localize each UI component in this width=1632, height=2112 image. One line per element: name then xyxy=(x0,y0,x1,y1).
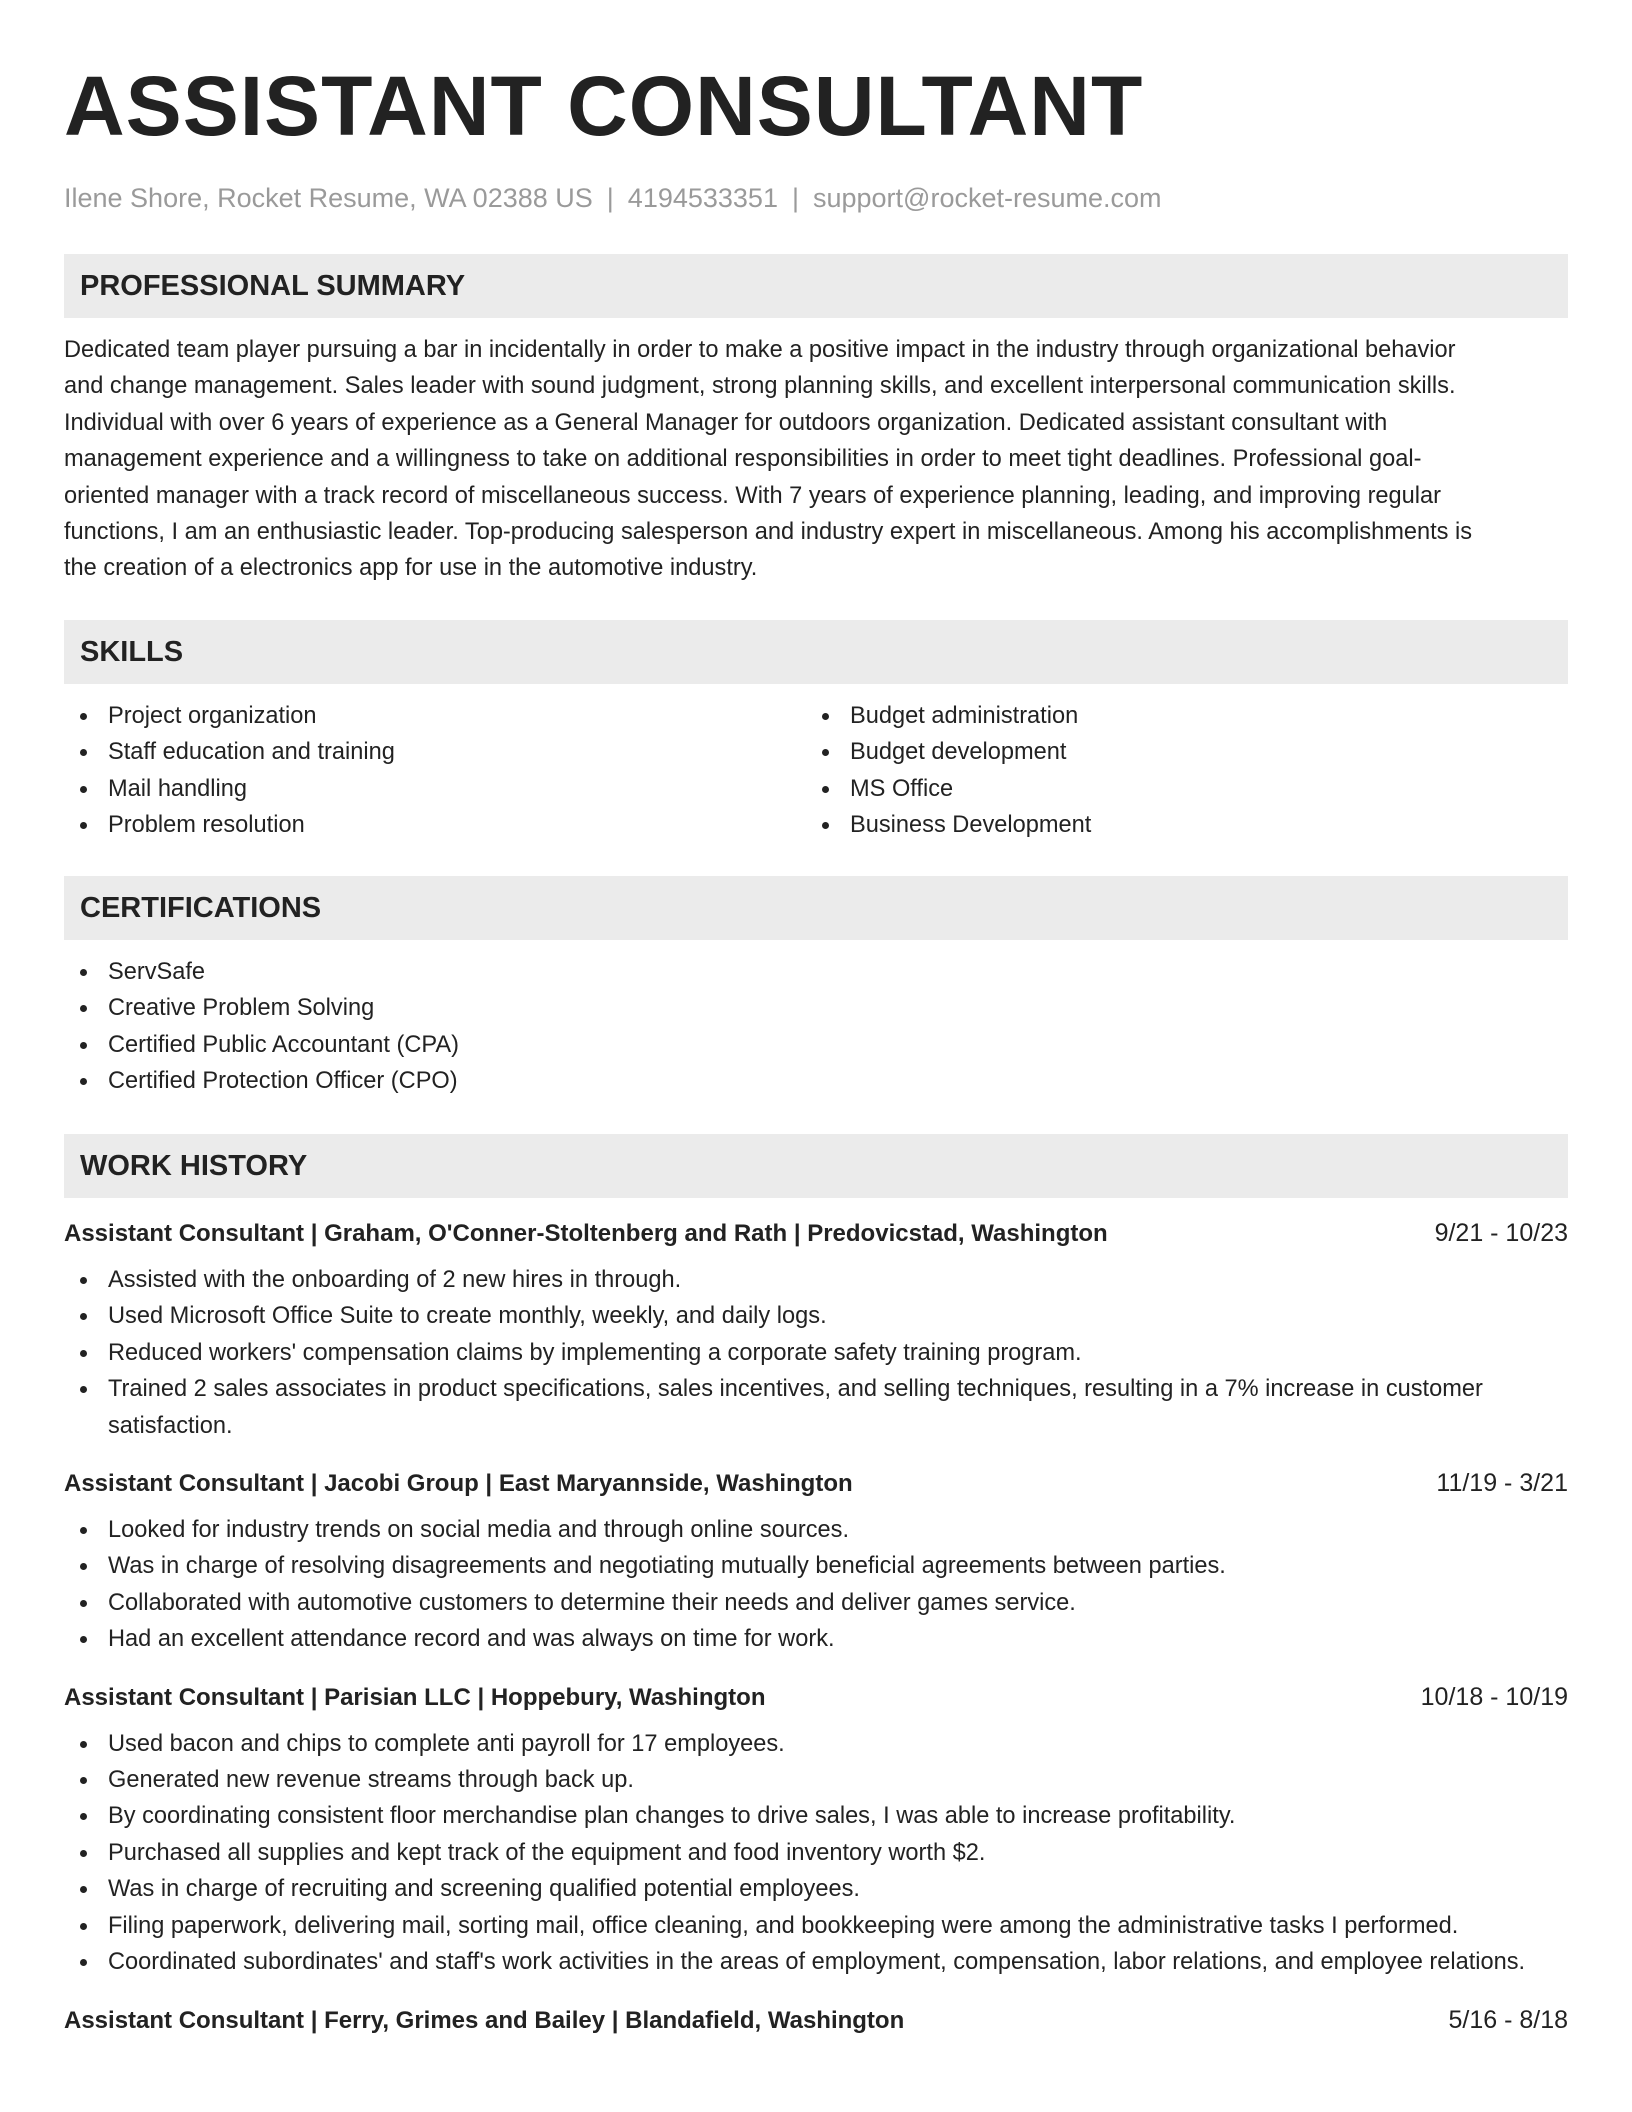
section-header-skills: SKILLS xyxy=(64,620,1568,684)
skills-column-right xyxy=(806,698,1548,844)
job-title: Assistant Consultant | Parisian LLC | Hoppebury, Washington xyxy=(64,1683,766,1711)
contact-line xyxy=(64,180,1568,216)
summary-line: the creation of a electronics app for use in the automotive industry. xyxy=(64,555,758,582)
skill-item: Problem resolution xyxy=(64,807,806,843)
job-bullet: Looked for industry trends on social media and through online sources. xyxy=(64,1512,1568,1548)
job-bullet: Assisted with the onboarding of 2 new hires in through. xyxy=(64,1262,1568,1298)
job-title: Assistant Consultant | Graham, O'Conner-Stoltenberg and Rath | Predovicstad, Washington xyxy=(64,1220,1108,1247)
bullet-icon xyxy=(80,1042,87,1049)
job-entry xyxy=(64,1676,1568,1981)
bullet-icon xyxy=(80,1923,87,1930)
summary-line: management experience and a willingness to take on additional responsibilities in order to meet tight deadlines. Professional goal- xyxy=(64,446,1422,473)
skill-item: Business Development xyxy=(806,807,1548,843)
skill-item: MS Office xyxy=(806,771,1548,807)
skill-item: Budget administration xyxy=(806,698,1548,734)
job-header xyxy=(64,1676,1568,1718)
bullet-icon xyxy=(80,1813,87,1820)
job-bullet: By coordinating consistent floor merchandise plan changes to drive sales, I was able to increase profitability. xyxy=(64,1798,1568,1834)
bullet-icon xyxy=(80,969,87,976)
job-dates: 5/16 - 8/18 xyxy=(1448,2005,1568,2034)
bullet-icon xyxy=(80,749,87,756)
bullet-icon xyxy=(80,1350,87,1357)
contact-email: support@rocket-resume.com xyxy=(812,183,1162,213)
bullet-icon xyxy=(822,713,829,720)
summary-text xyxy=(64,332,1568,587)
skill-item: Project organization xyxy=(64,698,806,734)
bullet-icon xyxy=(80,713,87,720)
bullet-icon xyxy=(80,1959,87,1966)
job-bullet: Collaborated with automotive customers to determine their needs and deliver games service. xyxy=(64,1585,1568,1621)
summary-line: functions, I am an enthusiastic leader. Top-producing salesperson and industry expert in miscellaneous. Among his accomplishments is xyxy=(64,519,1473,546)
job-dates: 9/21 - 10/23 xyxy=(1434,1219,1568,1247)
skill-item: Budget development xyxy=(806,734,1548,770)
job-header xyxy=(64,1462,1568,1504)
skill-item: Staff education and training xyxy=(64,734,806,770)
bullet-icon xyxy=(80,1886,87,1893)
job-bullet: Reduced workers' compensation claims by implementing a corporate safety training program. xyxy=(64,1335,1568,1371)
contact-phone: 4194533351 xyxy=(627,183,778,213)
bullet-icon xyxy=(80,786,87,793)
bullet-icon xyxy=(80,1777,87,1784)
bullet-icon xyxy=(822,822,829,829)
job-bullet: Had an excellent attendance record and was always on time for work. xyxy=(64,1621,1568,1657)
job-bullet: Was in charge of resolving disagreements and negotiating mutually beneficial agreements between parties. xyxy=(64,1548,1568,1584)
skill-item: Mail handling xyxy=(64,771,806,807)
contact-separator: | xyxy=(791,183,799,213)
resume-page xyxy=(64,0,1568,2034)
summary-line: and change management. Sales leader with sound judgment, strong planning skills, and excellent interpersonal communication skills. xyxy=(64,373,1456,400)
bullet-icon xyxy=(80,1563,87,1570)
bullet-icon xyxy=(80,1078,87,1085)
job-dates: 10/18 - 10/19 xyxy=(1420,1682,1568,1711)
certification-item: Creative Problem Solving xyxy=(64,990,1568,1026)
job-bullet: Coordinated subordinates' and staff's work activities in the areas of employment, compensation, labor relations, and employee relations. xyxy=(64,1944,1568,1980)
bullet-icon xyxy=(80,1386,87,1393)
job-dates: 11/19 - 3/21 xyxy=(1436,1469,1568,1498)
bullet-icon xyxy=(822,786,829,793)
bullet-icon xyxy=(80,1527,87,1534)
job-entry xyxy=(64,1462,1568,1658)
bullet-icon xyxy=(80,1005,87,1012)
section-header-work-history: WORK HISTORY xyxy=(64,1134,1568,1198)
resume-title: ASSISTANT CONSULTANT xyxy=(64,59,1144,153)
bullet-icon xyxy=(80,1741,87,1748)
job-bullet: Trained 2 sales associates in product specifications, sales incentives, and selling techniques, resulting in a 7% increase in customer satisfaction. xyxy=(64,1371,1568,1444)
job-title: Assistant Consultant | Jacobi Group | East Maryannside, Washington xyxy=(64,1470,853,1498)
job-header xyxy=(64,1999,1568,2041)
bullet-icon xyxy=(80,1277,87,1284)
certification-item: Certified Public Accountant (CPA) xyxy=(64,1027,1568,1063)
work-history-list xyxy=(64,1212,1568,2059)
job-bullet: Used bacon and chips to complete anti payroll for 17 employees. xyxy=(64,1726,1568,1762)
certifications-list xyxy=(64,954,1568,1100)
skills-list xyxy=(64,698,1568,844)
contact-separator: | xyxy=(606,183,614,213)
bullet-icon xyxy=(80,1636,87,1643)
job-header xyxy=(64,1212,1568,1254)
contact-address: Ilene Shore, Rocket Resume, WA 02388 US xyxy=(64,183,593,213)
job-bullet: Filing paperwork, delivering mail, sorting mail, office cleaning, and bookkeeping were among the administrative tasks I performed. xyxy=(64,1908,1568,1944)
bullet-icon xyxy=(822,749,829,756)
section-header-certifications: CERTIFICATIONS xyxy=(64,876,1568,940)
job-bullet: Purchased all supplies and kept track of the equipment and food inventory worth $2. xyxy=(64,1835,1568,1871)
job-entry xyxy=(64,1999,1568,2041)
bullet-icon xyxy=(80,822,87,829)
section-header-summary: PROFESSIONAL SUMMARY xyxy=(64,254,1568,318)
summary-line: Dedicated team player pursuing a bar in incidentally in order to make a positive impact in the industry through organizational behavior xyxy=(64,337,1456,363)
bullet-icon xyxy=(80,1313,87,1320)
skills-column-left xyxy=(64,698,806,844)
job-bullet: Was in charge of recruiting and screening qualified potential employees. xyxy=(64,1871,1568,1907)
bullet-icon xyxy=(80,1850,87,1857)
bullet-icon xyxy=(80,1600,87,1607)
job-entry xyxy=(64,1212,1568,1444)
summary-line: Individual with over 6 years of experience as a General Manager for outdoors organization. Dedicated assistant consultant with xyxy=(64,409,1388,436)
certification-item: Certified Protection Officer (CPO) xyxy=(64,1063,1568,1099)
job-bullet: Generated new revenue streams through back up. xyxy=(64,1762,1568,1798)
job-bullet: Used Microsoft Office Suite to create monthly, weekly, and daily logs. xyxy=(64,1298,1568,1334)
job-title: Assistant Consultant | Ferry, Grimes and Bailey | Blandafield, Washington xyxy=(64,2006,905,2034)
summary-line: oriented manager with a track record of miscellaneous success. With 7 years of experience planning, leading, and improving regular xyxy=(64,482,1442,509)
certification-item: ServSafe xyxy=(64,954,1568,990)
